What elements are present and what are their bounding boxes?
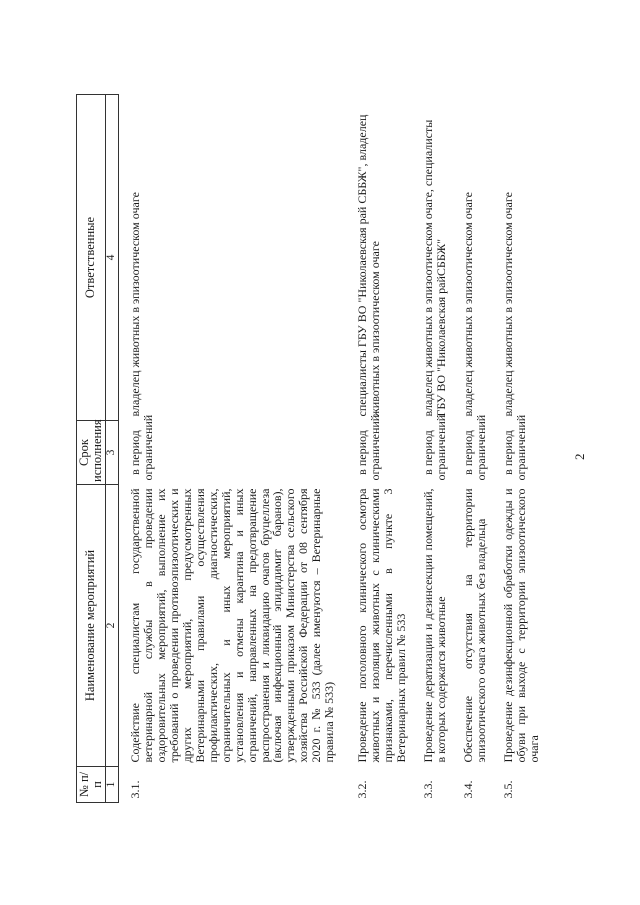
measure-term: в период ограничений bbox=[500, 414, 528, 481]
header-num: № п/п bbox=[77, 767, 106, 803]
row-number: 3.5. bbox=[500, 780, 515, 799]
measure-responsible: владелец животных в эпизоотическом очаге, специалисты ГБУ ВО "Николаевская райСББЖ" bbox=[421, 119, 449, 417]
table-row bbox=[342, 95, 414, 803]
measure-name: Обеспечение отсутствия на территории эпизоотического очага животных без владельца bbox=[460, 488, 488, 763]
measures-table bbox=[76, 94, 547, 803]
measure-responsible: владелец животных в эпизоотическом очаге bbox=[460, 192, 475, 417]
measure-term: в период ограничений bbox=[421, 414, 449, 481]
measure-responsible: владелец животных в эпизоотическом очаге bbox=[128, 192, 142, 417]
header-term: Срок исполнения bbox=[77, 421, 106, 485]
column-number-row bbox=[106, 95, 119, 803]
table-row bbox=[454, 95, 494, 803]
row-number: 3.4. bbox=[460, 780, 475, 799]
table-row bbox=[414, 95, 454, 803]
row-number: 3.2. bbox=[355, 780, 370, 799]
header-responsible: Ответственные bbox=[77, 95, 106, 421]
table-row bbox=[494, 95, 547, 803]
measure-name: Содействие специалистам государственной ветеринарной службы в проведении оздоровительных мероприятий, выполнение их требований о проведении противоэпизоотических и других мероприятий, предусмотренных Ветеринарными правилами осуществления профилактических, диагностических, ограничительных и иных мероприятий, установления и отмены карантина и иных ограничений, направленных на предотвращение распространения и ликвидацию очагов бруцеллеза (включая инфекционный эпидидимит баранов), утвержденными приказом Министерства сельского хозяйства Российской Федерации от 08 сентября 2020 г. № 533 (далее именуются – Ветеринарные правила № 533) bbox=[128, 488, 337, 763]
column-number: 4 bbox=[106, 95, 119, 421]
column-number: 3 bbox=[106, 421, 119, 485]
measure-name: Проведение дератизации и дезинсекции помещений, в которых содержатся животные bbox=[421, 488, 449, 763]
page-number: 2 bbox=[572, 453, 587, 460]
row-number: 3.1. bbox=[128, 780, 142, 799]
measure-term: в период ограничений bbox=[460, 414, 488, 481]
measure-name: Проведение поголовного клинического осмотра животных и изоляция животных с клиническими признаками, перечисленными в пункте 3 Ветеринарных правил № 533 bbox=[355, 488, 409, 763]
row-number: 3.3. bbox=[421, 780, 436, 799]
column-number: 1 bbox=[106, 767, 119, 803]
measure-responsible: владелец животных в эпизоотическом очаге bbox=[500, 192, 515, 417]
column-number: 2 bbox=[106, 485, 119, 767]
measure-name: Проведение дезинфекционной обработки одежды и обуви при выходе с территории эпизоотического очага bbox=[500, 488, 541, 763]
measure-term: в период ограничений bbox=[355, 414, 383, 481]
measure-responsible: специалисты ГБУ ВО "Николаевская рай СББЖ", владелец животных в эпизоотическом очаге bbox=[355, 114, 383, 417]
table-row bbox=[119, 95, 343, 803]
table-header-row bbox=[77, 95, 106, 803]
header-name: Наименование мероприятий bbox=[77, 485, 106, 767]
measure-term: в период ограничений bbox=[128, 414, 155, 481]
